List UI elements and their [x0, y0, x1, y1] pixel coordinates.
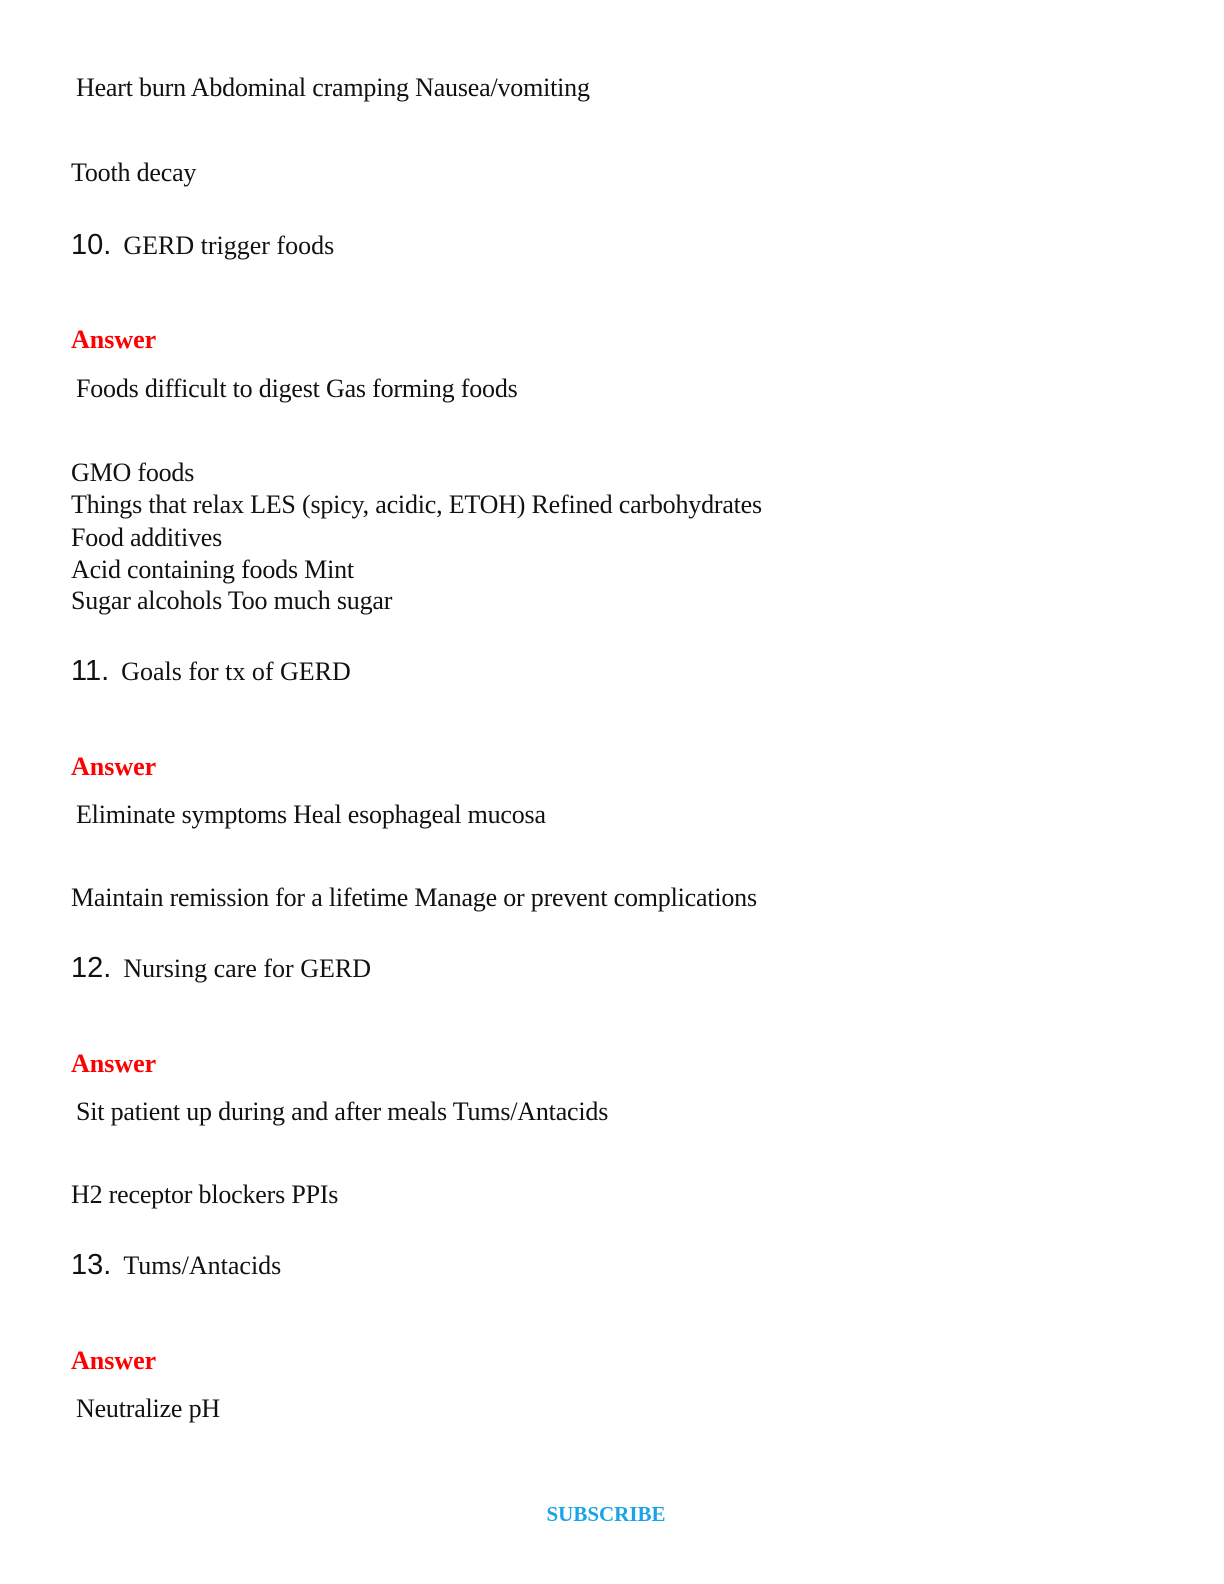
answer-text-line: Maintain remission for a lifetime Manage or prevent complications [71, 883, 757, 912]
answer-text-line: Acid containing foods Mint [71, 555, 354, 584]
answer-text-line: Food additives [71, 523, 223, 552]
question-number: 12. [71, 952, 112, 984]
answer-text-line: H2 receptor blockers PPIs [71, 1180, 339, 1209]
answer-label: Answer [71, 1049, 157, 1078]
question-text: Tums/Antacids [123, 1251, 282, 1280]
answer-label: Answer [71, 752, 157, 781]
answer-text-line: Foods difficult to digest Gas forming foods [76, 374, 518, 403]
subscribe-link[interactable]: SUBSCRIBE [546, 1502, 666, 1526]
answer-label: Answer [71, 1346, 157, 1375]
answer-text-line: GMO foods [71, 458, 195, 487]
question-text: Goals for tx of GERD [121, 657, 351, 686]
answer-label: Answer [71, 325, 157, 354]
answer-text-line: Heart burn Abdominal cramping Nausea/vomiting [76, 73, 590, 102]
question-12 [71, 950, 371, 987]
question-10 [71, 227, 334, 264]
question-11 [71, 653, 351, 690]
answer-text-line: Sit patient up during and after meals Tums/Antacids [76, 1097, 609, 1126]
answer-text-line: Sugar alcohols Too much sugar [71, 586, 393, 615]
question-number: 13. [71, 1249, 112, 1281]
answer-text-line: Eliminate symptoms Heal esophageal mucosa [76, 800, 546, 829]
question-text: Nursing care for GERD [123, 954, 371, 983]
answer-text-line: Neutralize pH [76, 1394, 220, 1423]
answer-text-line: Tooth decay [71, 158, 197, 187]
question-number: 10. [71, 229, 112, 261]
question-text: GERD trigger foods [123, 231, 335, 260]
answer-text-line: Things that relax LES (spicy, acidic, ETOH) Refined carbohydrates [71, 490, 762, 519]
question-number: 11. [71, 655, 110, 687]
question-13 [71, 1247, 281, 1284]
